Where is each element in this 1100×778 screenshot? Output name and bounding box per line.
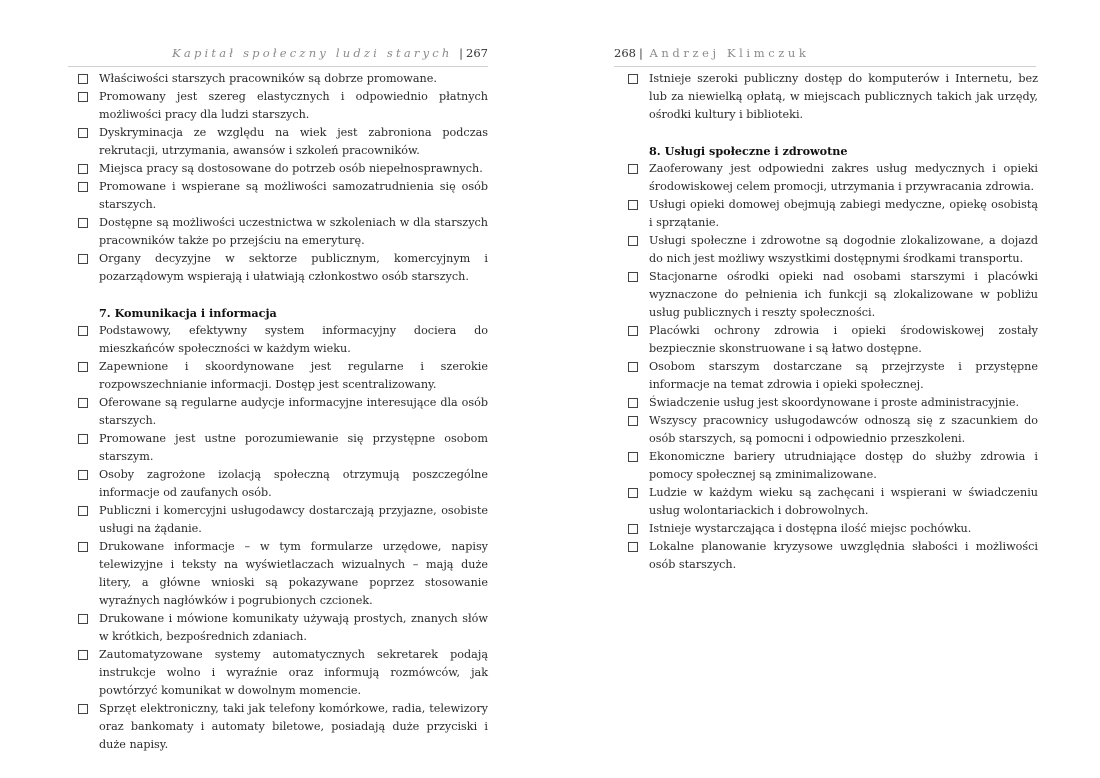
left-running-header <box>68 46 488 67</box>
checklist-item <box>626 322 1038 358</box>
checklist-item-text: Promowane jest ustne porozumiewanie się przystępne osobom starszym. <box>99 432 488 463</box>
checklist-item <box>626 520 1038 538</box>
checkbox-icon[interactable] <box>78 506 88 516</box>
checklist-section-7 <box>76 322 488 754</box>
checkbox-icon[interactable] <box>78 398 88 408</box>
checkbox-icon[interactable] <box>628 452 638 462</box>
checklist-item <box>626 394 1038 412</box>
checklist-top-right <box>626 70 1038 124</box>
checklist-item-text: Organy decyzyjne w sektorze publicznym, komercyjnym i pozarządowym wspierają i ułatwiają członkostwo osób starszych. <box>99 252 488 283</box>
checkbox-icon[interactable] <box>78 164 88 174</box>
checklist-item-text: Dyskryminacja ze względu na wiek jest zabroniona podczas rekrutacji, utrzymania, awansów i szkoleń pracowników. <box>99 126 488 157</box>
checklist-item-text: Ekonomiczne bariery utrudniające dostęp do służby zdrowia i pomocy społecznej są zminimalizowane. <box>649 450 1038 481</box>
checklist-item <box>76 700 488 754</box>
checklist-item <box>76 646 488 700</box>
checklist-item-text: Podstawowy, efektywny system informacyjny dociera do mieszkańców społeczności w każdym wieku. <box>99 324 488 355</box>
checklist-item-text: Świadczenie usług jest skoordynowane i proste administracyjnie. <box>649 396 1020 409</box>
checklist-item <box>76 70 488 88</box>
checkbox-icon[interactable] <box>78 254 88 264</box>
checklist-item <box>76 214 488 250</box>
checklist-item <box>626 160 1038 196</box>
checkbox-icon[interactable] <box>628 488 638 498</box>
checklist-item <box>76 322 488 358</box>
checklist-item-text: Drukowane informacje – w tym formularze urzędowe, napisy telewizyjne i teksty na wyświetlaczach wizualnych – mają duże litery, a główne wnioski są pokazywane poprzez stosowanie wyraźnych nagłówków i pogrubionych czcionek. <box>99 540 488 607</box>
checklist-item-text: Osoby zagrożone izolacją społeczną otrzymują poszczególne informacje od zaufanych osób. <box>99 468 488 499</box>
checklist-item <box>626 268 1038 322</box>
checkbox-icon[interactable] <box>628 524 638 534</box>
checklist-item <box>76 502 488 538</box>
checkbox-icon[interactable] <box>628 272 638 282</box>
checkbox-icon[interactable] <box>628 398 638 408</box>
checkbox-icon[interactable] <box>628 164 638 174</box>
checkbox-icon[interactable] <box>78 92 88 102</box>
book-title: Kapitał społeczny ludzi starych <box>172 46 453 60</box>
checklist-item-text: Usługi opieki domowej obejmują zabiegi medyczne, opiekę osobistą i sprzątanie. <box>649 198 1038 229</box>
checklist-item-text: Sprzęt elektroniczny, taki jak telefony komórkowe, radia, telewizory oraz bankomaty i automaty biletowe, posiadają duże przyciski i duże napisy. <box>99 702 488 751</box>
checklist-item-text: Usługi społeczne i zdrowotne są dogodnie zlokalizowane, a dojazd do nich jest możliwy wszystkimi dostępnymi środkami transportu. <box>649 234 1038 265</box>
checklist-item-text: Osobom starszym dostarczane są przejrzyste i przystępne informacje na temat zdrowia i opieki społecznej. <box>649 360 1038 391</box>
checklist-item <box>626 358 1038 394</box>
checklist-item <box>626 538 1038 574</box>
right-page-content <box>626 70 1038 574</box>
checkbox-icon[interactable] <box>78 74 88 84</box>
checkbox-icon[interactable] <box>78 128 88 138</box>
page-number-right: 268 <box>614 46 636 60</box>
checklist-item-text: Ludzie w każdym wieku są zachęcani i wspierani w świadczeniu usług wolontariackich i dobrowolnych. <box>649 486 1038 517</box>
checkbox-icon[interactable] <box>78 362 88 372</box>
checklist-item <box>76 466 488 502</box>
checklist-item <box>626 196 1038 232</box>
checklist-item-text: Istnieje wystarczająca i dostępna ilość miejsc pochówku. <box>649 522 972 535</box>
checkbox-icon[interactable] <box>628 362 638 372</box>
section-title-8: 8. Usługi społeczne i zdrowotne <box>649 144 848 158</box>
page-number-left: 267 <box>466 46 488 60</box>
checklist-item <box>626 412 1038 448</box>
checkbox-icon[interactable] <box>78 542 88 552</box>
checklist-item-text: Zautomatyzowane systemy automatycznych sekretarek podają instrukcje wolno i wyraźnie oraz informują rozmówców, jak powtórzyć komunikat w dowolnym momencie. <box>99 648 488 697</box>
header-separator: | <box>459 46 464 60</box>
checklist-top-left <box>76 70 488 286</box>
checkbox-icon[interactable] <box>78 182 88 192</box>
checklist-item <box>626 484 1038 520</box>
checklist-item-text: Promowane i wspierane są możliwości samozatrudnienia się osób starszych. <box>99 180 488 211</box>
checkbox-icon[interactable] <box>78 614 88 624</box>
checklist-item <box>76 358 488 394</box>
checklist-item-text: Zaoferowany jest odpowiedni zakres usług medycznych i opieki środowiskowej celem promocji, utrzymania i przywracania zdrowia. <box>649 162 1038 193</box>
checklist-item <box>76 178 488 214</box>
checklist-item-text: Miejsca pracy są dostosowane do potrzeb osób niepełnosprawnych. <box>99 162 483 175</box>
right-running-header <box>614 46 1036 67</box>
checklist-section-8 <box>626 160 1038 574</box>
checklist-item <box>76 538 488 610</box>
checklist-item-text: Dostępne są możliwości uczestnictwa w szkoleniach w dla starszych pracowników także po przejściu na emeryturę. <box>99 216 488 247</box>
checkbox-icon[interactable] <box>78 434 88 444</box>
checklist-item <box>76 394 488 430</box>
checkbox-icon[interactable] <box>78 326 88 336</box>
checklist-item-text: Publiczni i komercyjni usługodawcy dostarczają przyjazne, osobiste usługi na żądanie. <box>99 504 488 535</box>
checklist-item-text: Promowany jest szereg elastycznych i odpowiednio płatnych możliwości pracy dla ludzi starszych. <box>99 90 488 121</box>
left-page-content <box>76 70 488 754</box>
checklist-item-text: Placówki ochrony zdrowia i opieki środowiskowej zostały bezpiecznie skonstruowane i są łatwo dostępne. <box>649 324 1038 355</box>
checklist-item <box>76 88 488 124</box>
checkbox-icon[interactable] <box>628 74 638 84</box>
checkbox-icon[interactable] <box>78 650 88 660</box>
spacer <box>626 124 1038 142</box>
checklist-item <box>626 448 1038 484</box>
checklist-item <box>76 160 488 178</box>
checklist-item <box>76 430 488 466</box>
checkbox-icon[interactable] <box>628 326 638 336</box>
checkbox-icon[interactable] <box>628 416 638 426</box>
author-name: Andrzej Klimczuk <box>649 46 810 60</box>
checklist-item <box>76 124 488 160</box>
checklist-item-text: Wszyscy pracownicy usługodawców odnoszą się z szacunkiem do osób starszych, są pomocni i odpowiednio przeszkoleni. <box>649 414 1038 445</box>
section-title-7: 7. Komunikacja i informacja <box>99 306 277 320</box>
checkbox-icon[interactable] <box>628 236 638 246</box>
checklist-item-text: Stacjonarne ośrodki opieki nad osobami starszymi i placówki wyznaczone do pełnienia ich funkcji są zlokalizowane w pobliżu usług publicznych i reszty społeczności. <box>649 270 1038 319</box>
checklist-item <box>626 70 1038 124</box>
checkbox-icon[interactable] <box>78 218 88 228</box>
spacer <box>76 286 488 304</box>
checklist-item-text: Istnieje szeroki publiczny dostęp do komputerów i Internetu, bez lub za niewielką opłatą, w miejscach publicznych takich jak urzędy, ośrodki kultury i biblioteki. <box>649 72 1038 121</box>
checkbox-icon[interactable] <box>628 200 638 210</box>
checkbox-icon[interactable] <box>78 470 88 480</box>
checklist-item <box>626 232 1038 268</box>
checklist-item-text: Drukowane i mówione komunikaty używają prostych, znanych słów w krótkich, bezpośrednich zdaniach. <box>99 612 488 643</box>
right-page <box>550 0 1100 778</box>
checklist-item <box>76 250 488 286</box>
checklist-item-text: Właściwości starszych pracowników są dobrze promowane. <box>99 72 437 85</box>
checkbox-icon[interactable] <box>78 704 88 714</box>
checklist-item <box>76 610 488 646</box>
checklist-item-text: Zapewnione i skoordynowane jest regularne i szerokie rozpowszechnianie informacji. Dostęp jest scentralizowany. <box>99 360 488 391</box>
checklist-item-text: Lokalne planowanie kryzysowe uwzględnia słabości i możliwości osób starszych. <box>649 540 1038 571</box>
checkbox-icon[interactable] <box>628 542 638 552</box>
checklist-item-text: Oferowane są regularne audycje informacyjne interesujące dla osób starszych. <box>99 396 488 427</box>
header-separator: | <box>638 46 643 60</box>
